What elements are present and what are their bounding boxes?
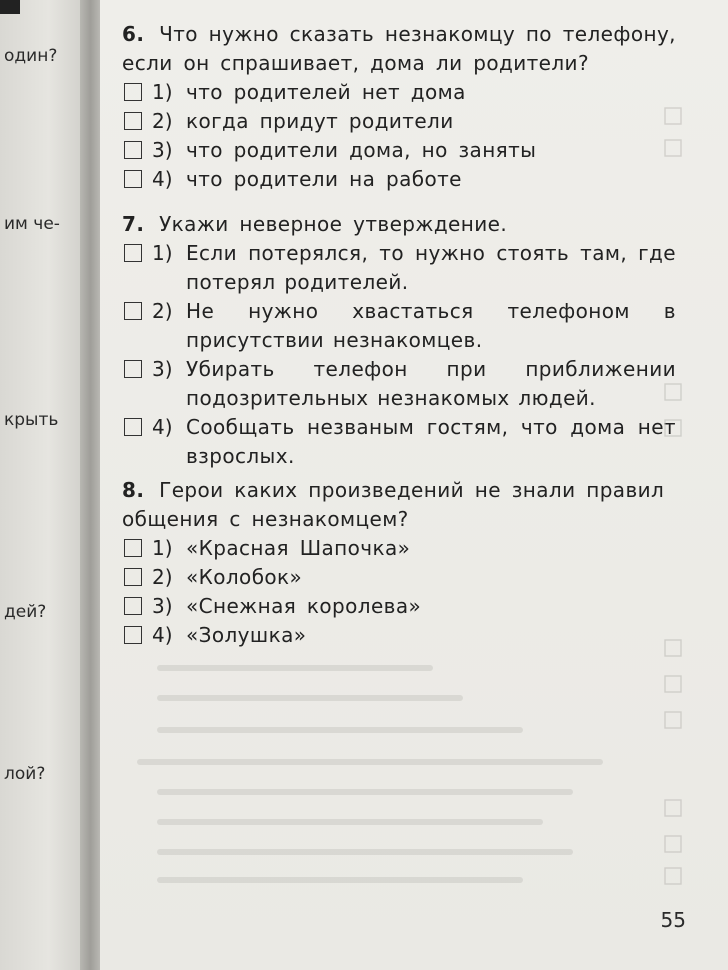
left-page-fragment: им че-	[4, 214, 60, 234]
answer-checkbox[interactable]	[124, 418, 142, 436]
left-page-edge	[0, 0, 88, 970]
question-title	[122, 476, 722, 534]
option-text: «Снежная королева»	[186, 594, 422, 618]
option-text: Убирать телефон при приближении подозрительных незнакомых людей.	[186, 357, 676, 410]
answer-option	[124, 239, 722, 297]
answer-checkbox[interactable]	[124, 244, 142, 262]
answer-option	[124, 621, 722, 650]
answer-checkbox[interactable]	[124, 302, 142, 320]
question-text: Укажи неверное утверждение.	[159, 212, 508, 236]
page-number: 55	[660, 908, 686, 932]
answer-option	[124, 78, 722, 107]
answer-checkbox[interactable]	[124, 83, 142, 101]
question-text: Что нужно сказать незнакомцу по телефону, если он спрашивает, дома ли родители?	[122, 22, 676, 75]
option-number: 2)	[152, 109, 173, 133]
answer-checkbox[interactable]	[124, 568, 142, 586]
option-text: «Золушка»	[186, 623, 307, 647]
option-number: 3)	[152, 594, 173, 618]
option-number: 2)	[152, 299, 173, 323]
question-7	[122, 210, 722, 471]
answer-option	[124, 297, 722, 355]
option-text: Сообщать незваным гостям, что дома нет взрослых.	[186, 415, 676, 468]
left-page-fragment: дей?	[4, 602, 47, 622]
option-text: что родители дома, но заняты	[186, 138, 537, 162]
answer-checkbox[interactable]	[124, 170, 142, 188]
option-number: 3)	[152, 138, 173, 162]
option-number: 2)	[152, 565, 173, 589]
answer-checkbox[interactable]	[124, 141, 142, 159]
workbook-page	[100, 0, 728, 970]
answer-option	[124, 534, 722, 563]
question-number: 7.	[122, 212, 145, 236]
option-number: 3)	[152, 357, 173, 381]
option-number: 1)	[152, 80, 173, 104]
question-8	[122, 476, 722, 650]
option-number: 1)	[152, 536, 173, 560]
left-page-fragment: лой?	[4, 764, 46, 784]
option-text: «Красная Шапочка»	[186, 536, 411, 560]
option-number: 4)	[152, 415, 173, 439]
option-number: 4)	[152, 167, 173, 191]
answer-option	[124, 563, 722, 592]
left-page-fragment: крыть	[4, 410, 59, 430]
answer-checkbox[interactable]	[124, 360, 142, 378]
option-text: что родителей нет дома	[186, 80, 466, 104]
option-text: что родители на работе	[186, 167, 462, 191]
answer-option	[124, 107, 722, 136]
option-text: «Колобок»	[186, 565, 303, 589]
answer-option	[124, 413, 722, 471]
answer-checkbox[interactable]	[124, 539, 142, 557]
answer-option	[124, 165, 722, 194]
option-number: 4)	[152, 623, 173, 647]
question-text: Герои каких произведений не знали правил общения с незнакомцем?	[122, 478, 665, 531]
answer-checkbox[interactable]	[124, 597, 142, 615]
question-title	[122, 20, 722, 78]
question-6	[122, 20, 722, 194]
answer-option	[124, 355, 722, 413]
option-number: 1)	[152, 241, 173, 265]
left-page-corner-mark	[0, 0, 20, 14]
question-title	[122, 210, 722, 239]
answer-checkbox[interactable]	[124, 112, 142, 130]
left-page-fragment: один?	[4, 46, 58, 66]
question-number: 6.	[122, 22, 145, 46]
option-text: Если потерялся, то нужно стоять там, где потерял родителей.	[186, 241, 676, 294]
answer-option	[124, 136, 722, 165]
answer-checkbox[interactable]	[124, 626, 142, 644]
option-text: когда придут родители	[186, 109, 454, 133]
question-number: 8.	[122, 478, 145, 502]
option-text: Не нужно хвастаться телефоном в присутствии незнакомцев.	[186, 299, 676, 352]
answer-option	[124, 592, 722, 621]
